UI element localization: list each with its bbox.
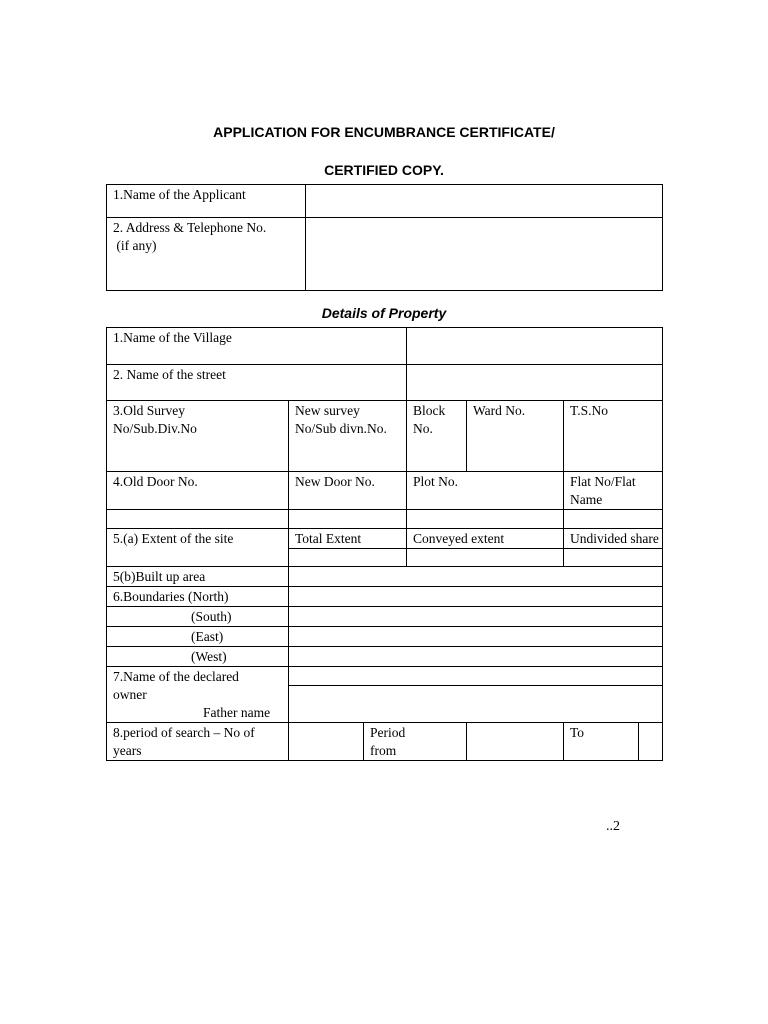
period-from-field[interactable] bbox=[467, 723, 564, 761]
period-from-label: Period from bbox=[364, 723, 467, 761]
boundaries-south-field[interactable] bbox=[289, 607, 663, 627]
plot-field[interactable] bbox=[407, 510, 564, 529]
applicant-name-label: 1.Name of the Applicant bbox=[107, 185, 306, 218]
property-table bbox=[106, 327, 663, 761]
address-label-line2: (if any) bbox=[113, 238, 157, 253]
applicant-name-field[interactable] bbox=[306, 185, 663, 218]
built-up-label: 5(b)Built up area bbox=[107, 567, 289, 587]
boundaries-south-label: (South) bbox=[107, 607, 289, 627]
block-label: Block No. bbox=[407, 401, 467, 472]
ward-label: Ward No. bbox=[467, 401, 564, 472]
to-label: To bbox=[564, 723, 639, 761]
to-field[interactable] bbox=[639, 723, 663, 761]
village-label: 1.Name of the Village bbox=[107, 328, 407, 365]
details-heading: Details of Property bbox=[321, 305, 447, 321]
new-door-label: New Door No. bbox=[289, 472, 407, 510]
extent-label: 5.(a) Extent of the site bbox=[107, 529, 289, 567]
applicant-table bbox=[106, 184, 663, 291]
undivided-share-label: Undivided share bbox=[564, 529, 663, 549]
flat-label: Flat No/Flat Name bbox=[564, 472, 663, 510]
street-field[interactable] bbox=[407, 365, 663, 401]
boundaries-north-field[interactable] bbox=[289, 587, 663, 607]
declared-owner-text: 7.Name of the declared owner bbox=[113, 669, 239, 702]
total-extent-label: Total Extent bbox=[289, 529, 407, 549]
conveyed-extent-label: Conveyed extent bbox=[407, 529, 564, 549]
old-door-field[interactable] bbox=[107, 510, 289, 529]
flat-field[interactable] bbox=[564, 510, 663, 529]
built-up-field[interactable] bbox=[289, 567, 663, 587]
boundaries-north-label: 6.Boundaries (North) bbox=[107, 587, 289, 607]
boundaries-west-label: (West) bbox=[107, 647, 289, 667]
address-field[interactable] bbox=[306, 218, 663, 291]
ts-label: T.S.No bbox=[564, 401, 663, 472]
new-survey-label: New survey No/Sub divn.No. bbox=[289, 401, 407, 472]
conveyed-extent-field[interactable] bbox=[407, 549, 564, 567]
plot-label: Plot No. bbox=[407, 472, 564, 510]
undivided-share-field[interactable] bbox=[564, 549, 663, 567]
address-label-line1: 2. Address & Telephone No. bbox=[113, 220, 267, 235]
boundaries-east-field[interactable] bbox=[289, 627, 663, 647]
form-title: APPLICATION FOR ENCUMBRANCE CERTIFICATE/ bbox=[213, 124, 555, 140]
old-survey-label: 3.Old Survey No/Sub.Div.No bbox=[107, 401, 289, 472]
old-door-label: 4.Old Door No. bbox=[107, 472, 289, 510]
father-name-field[interactable] bbox=[289, 685, 663, 722]
village-field[interactable] bbox=[407, 328, 663, 365]
boundaries-west-field[interactable] bbox=[289, 647, 663, 667]
page-number: ..2 bbox=[606, 819, 620, 834]
total-extent-field[interactable] bbox=[289, 549, 407, 567]
declared-owner-label bbox=[107, 667, 289, 723]
declared-owner-field[interactable] bbox=[289, 667, 663, 686]
street-label: 2. Name of the street bbox=[107, 365, 407, 401]
father-name-label: Father name bbox=[203, 705, 271, 720]
new-door-field[interactable] bbox=[289, 510, 407, 529]
address-label bbox=[107, 218, 306, 291]
period-years-field[interactable] bbox=[289, 723, 364, 761]
period-search-label: 8.period of search – No of years bbox=[107, 723, 289, 761]
form-title-continued: CERTIFIED COPY. bbox=[324, 162, 444, 178]
boundaries-east-label: (East) bbox=[107, 627, 289, 647]
